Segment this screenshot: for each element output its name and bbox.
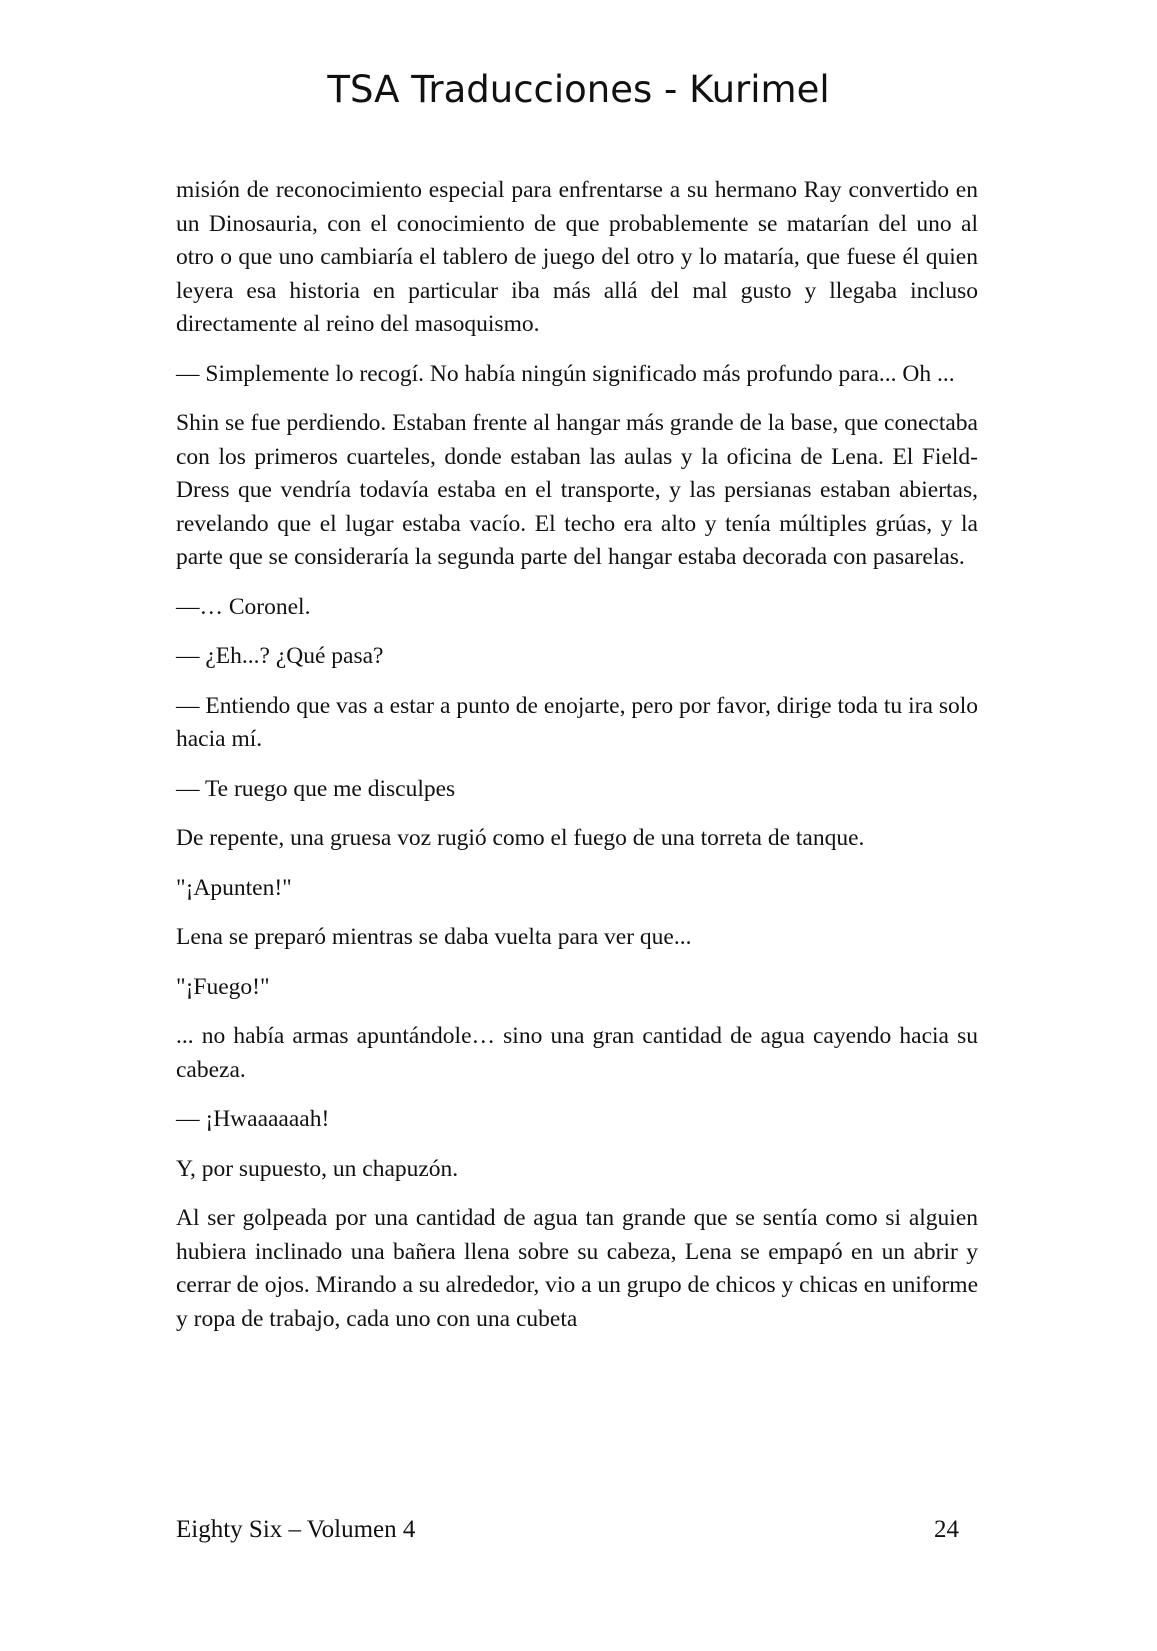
footer-book-title: Eighty Six – Volumen 4 [176, 1516, 416, 1543]
paragraph: Al ser golpeada por una cantidad de agua tan grande que se sentía como si alguien hubiera inclinado una bañera llena sobre su cabeza, Lena se empapó en un abrir y cerrar de ojos. Mirando a su alrededor, vio a un grupo de chicos y chicas en uniforme y ropa de trabajo, cada uno con una cubeta [176, 1205, 978, 1332]
paragraph: — Te ruego que me disculpes [176, 775, 456, 802]
paragraph: misión de reconocimiento especial para enfrentarse a su hermano Ray convertido en un Dinosauria, con el conocimiento de que probablemente se matarían del uno al otro o que uno cambiaría el tablero de juego del otro y lo mataría, que fuese él quien leyera esa historia en particular iba más allá del mal gusto y llegaba incluso directamente al reino del masoquismo. [176, 177, 978, 337]
page-footer [176, 1514, 959, 1546]
paragraph: — ¡Hwaaaaaah! [176, 1106, 330, 1132]
paragraph: Shin se fue perdiendo. Estaban frente al hangar más grande de la base, que conectaba con los primeros cuarteles, donde estaban las aulas y la oficina de Lena. El Field-Dress que vendría todavía estaba en el transporte, y las persianas estaban abiertas, revelando que el lugar estaba vacío. El techo era alto y tenía múltiples grúas, y la parte que se consideraría la segunda parte del hangar estaba decorada con pasarelas. [176, 410, 978, 570]
page-header [0, 68, 1157, 112]
paragraph: "¡Apunten!" [176, 874, 292, 901]
page-number: 24 [934, 1516, 959, 1543]
paragraph: — ¿Eh...? ¿Qué pasa? [176, 643, 384, 669]
paragraph: ... no había armas apuntándole… sino una gran cantidad de agua cayendo hacia su cabeza. [176, 1023, 978, 1083]
paragraph: — Entiendo que vas a estar a punto de enojarte, pero por favor, dirige toda tu ira solo hacia mí. [176, 692, 978, 752]
paragraph: — Simplemente lo recogí. No había ningún significado más profundo para... Oh ... [176, 360, 955, 387]
paragraph: De repente, una gruesa voz rugió como el fuego de una torreta de tanque. [176, 825, 865, 851]
paragraph: Y, por supuesto, un chapuzón. [176, 1155, 459, 1182]
paragraph: "¡Fuego!" [176, 973, 270, 1000]
page-title: TSA Traducciones - Kurimel [327, 68, 830, 111]
paragraph: Lena se preparó mientras se daba vuelta para ver que... [176, 924, 692, 950]
paragraph: —… Coronel. [176, 593, 311, 620]
page-body [176, 174, 978, 1352]
